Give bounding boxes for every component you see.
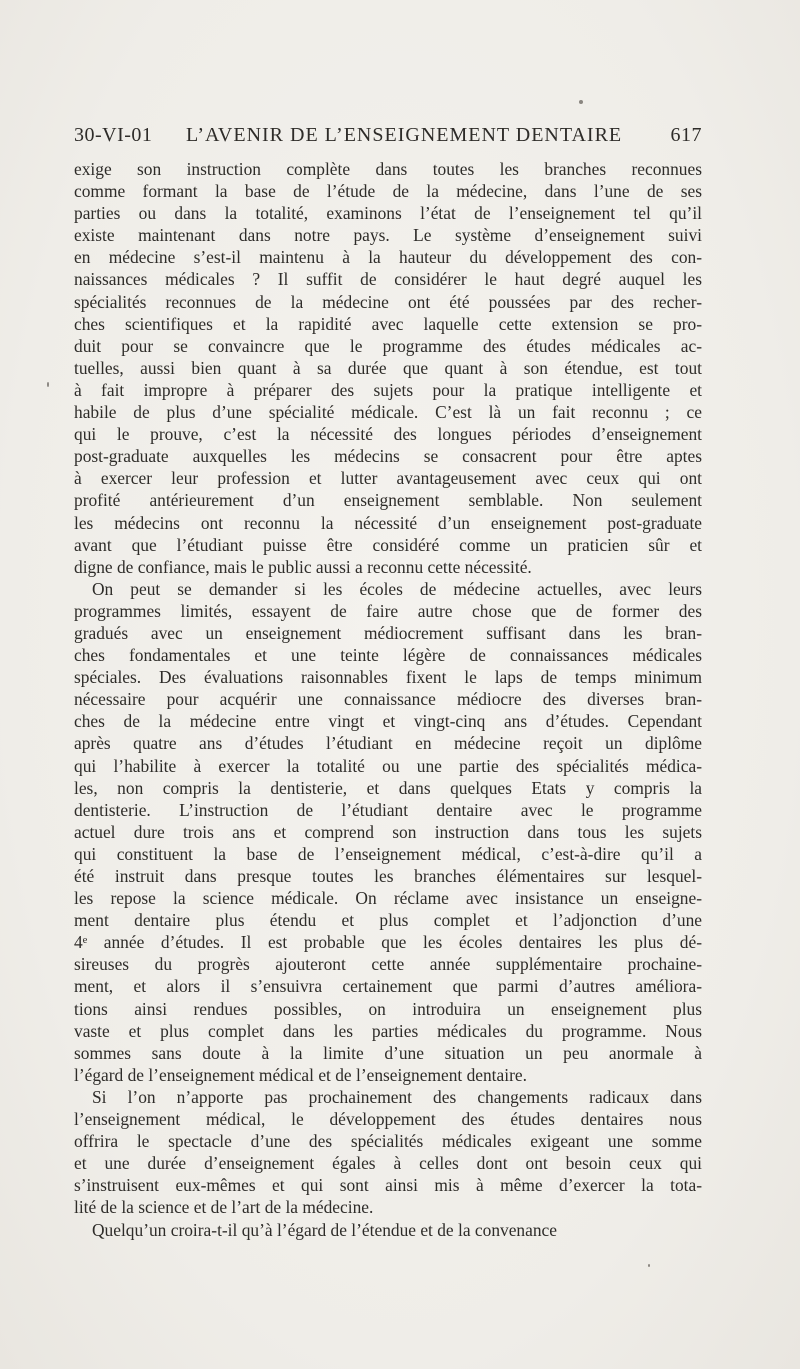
text-line: les repose la science médicale. On réclame avec insistance un enseigne- (74, 888, 702, 909)
text-line: s’instruisent eux-mêmes et qui sont ainsi mis à même d’exercer la tota- (74, 1175, 702, 1196)
text-line: les, non compris la dentisterie, et dans quelques Etats y compris la (74, 777, 702, 798)
text-line: spécialités reconnues de la médecine ont été poussées par des recher- (74, 291, 702, 312)
text-line: qui le prouve, c’est la nécessité des longues périodes d’enseignement (74, 424, 702, 445)
text-line: comme formant la base de l’étude de la médecine, dans l’une de ses (74, 181, 702, 202)
text-line: ches de la médecine entre vingt et vingt-cinq ans d’études. Cependant (74, 711, 702, 732)
page-number: 617 (670, 124, 702, 146)
text-line: dentisterie. L’instruction de l’étudiant dentaire avec le programme (74, 799, 702, 820)
text-line: qui constituent la base de l’enseignement médical, c’est-à-dire qu’il a (74, 843, 702, 864)
text-line: l’égard de l’enseignement médical et de l’enseignement dentaire. (74, 1064, 527, 1085)
text-line: post-graduate auxquelles les médecins se consacrent pour être aptes (74, 446, 702, 467)
paragraph (74, 158, 702, 578)
running-title: L’AVENIR DE L’ENSEIGNEMENT DENTAIRE (186, 124, 623, 146)
text-line: lité de la science et de l’art de la médecine. (74, 1197, 374, 1218)
text-line: gradués avec un enseignement médiocrement suffisant dans les bran- (74, 622, 702, 643)
text-line: existe maintenant dans notre pays. Le système d’enseignement suivi (74, 225, 702, 246)
text-line: été instruit dans presque toutes les branches élémentaires sur lesquel- (74, 866, 702, 886)
text-line: offrira le spectacle d’une des spécialités médicales exigeant une somme (74, 1131, 702, 1152)
text-line: après quatre ans d’études l’étudiant en médecine reçoit un diplôme (74, 733, 702, 754)
text-line: vaste et plus complet dans les parties médicales du programme. Nous (74, 1020, 702, 1041)
text-line: tuelles, aussi bien quant à sa durée que quant à son étendue, est tout (74, 357, 702, 378)
text-line: à fait impropre à préparer des sujets pour la pratique intelligente et (74, 379, 702, 400)
text-line: programmes limités, essayent de faire autre chose que de former des (74, 600, 702, 621)
text-line: et une durée d’enseignement égales à celles dont ont besoin ceux qui (74, 1153, 702, 1174)
text-line: sireuses du progrès ajouteront cette année supplémentaire prochaine- (74, 954, 702, 975)
text-line: duit pour se convaincre que le programme des études médicales ac- (74, 335, 702, 356)
text-line: 4ᵉ année d’études. Il est probable que les écoles dentaires les plus dé- (74, 932, 702, 953)
text-line: parties ou dans la totalité, examinons l’état de l’enseignement tel qu’il (74, 203, 702, 224)
text-line: ches scientifiques et la rapidité avec laquelle cette extension se pro- (74, 313, 702, 334)
text-line: Si l’on n’apporte pas prochainement des changements radicaux dans (92, 1086, 702, 1107)
print-speck (648, 1264, 650, 1267)
text-line: naissances médicales ? Il suffit de considérer le haut degré auquel les (74, 269, 702, 290)
text-line: ment dentaire plus étendu et plus complet et l’adjonction d’une (74, 910, 702, 931)
text-line: en médecine s’est-il maintenu à la hauteur du développement des con- (74, 247, 702, 268)
issue-date: 30-VI-01 (74, 124, 153, 146)
text-line: profité antérieurement d’un enseignement semblable. Non seulement (74, 490, 702, 511)
text-line: les médecins ont reconnu la nécessité d’un enseignement post-graduate (74, 512, 702, 533)
text-line: avant que l’étudiant puisse être considéré comme un praticien sûr et (74, 534, 702, 555)
paragraph (74, 1219, 702, 1241)
text-line: exige son instruction complète dans toutes les branches reconnues (74, 159, 702, 179)
text-line: Quelqu’un croira-t-il qu’à l’égard de l’étendue et de la convenance (92, 1219, 557, 1240)
text-line: ment, et alors il s’ensuivra certainement que parmi d’autres améliora- (74, 976, 702, 997)
page-header (74, 124, 702, 152)
text-line: qui l’habilite à exercer la totalité ou une partie des spécialités médica- (74, 755, 702, 776)
text-line: ches fondamentales et une teinte légère de connaissances médicales (74, 645, 702, 666)
paragraph (74, 578, 702, 1086)
text-line: à exercer leur profession et lutter avantageusement avec ceux qui ont (74, 468, 702, 489)
paragraph (74, 1086, 702, 1219)
text-line: l’enseignement médical, le développement des études dentaires nous (74, 1109, 702, 1130)
text-line: habile de plus d’une spécialité médicale. C’est là un fait reconnu ; ce (74, 402, 702, 423)
print-speck (579, 100, 583, 104)
text-line: actuel dure trois ans et comprend son instruction dans tous les sujets (74, 821, 702, 842)
text-line: On peut se demander si les écoles de médecine actuelles, avec leurs (92, 578, 702, 599)
text-line: nécessaire pour acquérir une connaissance médiocre des diverses bran- (74, 689, 702, 710)
text-line: tions ainsi rendues possibles, on introduira un enseignement plus (74, 998, 702, 1019)
text-line: digne de confiance, mais le public aussi a reconnu cette nécessité. (74, 556, 532, 577)
text-line: sommes sans doute à la limite d’une situation un peu anormale à (74, 1042, 702, 1063)
print-speck (47, 382, 49, 387)
text-line: spéciales. Des évaluations raisonnables fixent le laps de temps minimum (74, 667, 702, 688)
body-text (74, 158, 702, 1241)
